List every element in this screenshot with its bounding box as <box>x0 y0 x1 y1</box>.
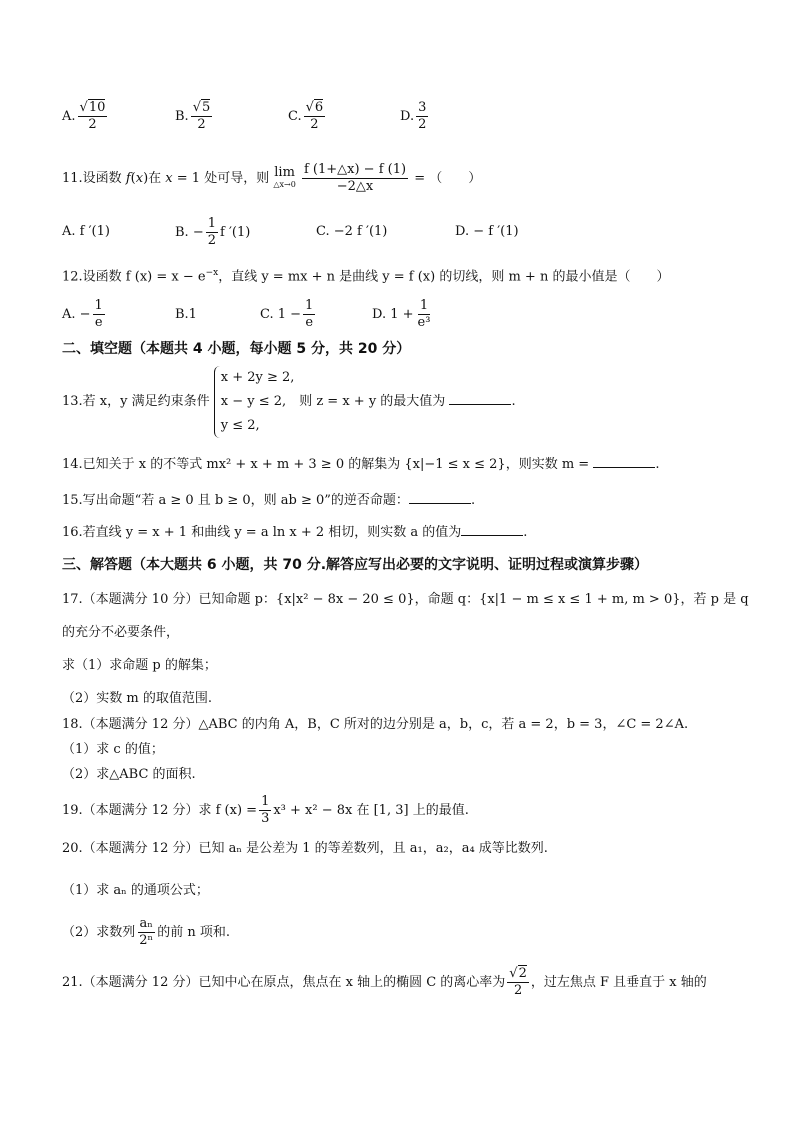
question-13: 13.若 x，y 满足约束条件 x + 2y ≥ 2, x − y ≤ 2, 则 z = x + y 的最大值为 . y ≤ 2, <box>62 366 516 438</box>
question-17-line-2: 的充分不必要条件， <box>62 625 180 640</box>
question-12: 12.设函数 f $(x) = x - e^{-x}$，直线 y = mx + n 是曲线 y = f (x) 的切线，则 m + n 的最小值是（ ） <box>62 268 670 285</box>
question-17-line-1: 17.（本题满分 10 分）已知命题 p：{x|x² − 8x − 20 ≤ 0}，命题 q：{x|1 − m ≤ x ≤ 1 + m, m > 0}，若 p 是 q <box>62 592 749 607</box>
question-18-line-1: 18.（本题满分 12 分）△ABC 的内角 A，B，C 所对的边分别是 a，b，c，若 a = 2，b = 3，∠C = 2∠A. <box>62 717 689 732</box>
q13-answer-blank[interactable] <box>449 392 511 405</box>
question-20-line-1: 20.（本题满分 12 分）已知 aₙ 是公差为 1 的等差数列，且 a₁，a₂，a₄ 成等比数列. <box>62 841 548 856</box>
section-3-heading: 三、解答题（本大题共 6 小题，共 70 分.解答应写出必要的文字说明、证明过程或演算步骤） <box>62 557 649 573</box>
q11-option-d: D. − f ′(1) <box>455 224 519 239</box>
q12-option-a: A. − $\frac{1}{e}$ <box>62 298 103 330</box>
q10-option-c: C. $\frac{√6}{2}$ <box>288 100 324 132</box>
question-16: 16.若直线 y = x + 1 和曲线 y = a ln x + 2 相切，则实数 a 的值为 . <box>62 525 528 540</box>
question-21: 21.（本题满分 12 分）已知中心在原点，焦点在 x 轴上的椭圆 C 的离心率为 $\frac{√2}{2}$ ，过左焦点 F 且垂直于 x 轴的 <box>62 966 707 998</box>
q16-answer-blank[interactable] <box>461 523 523 536</box>
q12-option-d: D. 1 + $\frac{1}{\text{e³}}$ <box>372 298 431 330</box>
question-15: 15.写出命题“若 a ≥ 0 且 b ≥ 0，则 ab ≥ 0”的逆否命题： . <box>62 493 476 508</box>
q14-answer-blank[interactable] <box>593 455 655 468</box>
q12-option-b: B.1 <box>175 307 197 322</box>
q15-answer-blank[interactable] <box>409 491 471 504</box>
question-19: 19.（本题满分 12 分）求 f (x) = $\frac{1}{3}$ x³ + x² − 8x 在 [1, 3] 上的最值. <box>62 794 469 826</box>
question-11: 11.设函数 f(x)在 x = 1 处可导，则 lim △x→0 $\frac{f (1+\triangle x) - f (1)}{-2\triangle x}$ = （ ） <box>62 162 482 194</box>
constraint-system: x + 2y ≥ 2, x − y ≤ 2, 则 z = x + y 的最大值为 . y ≤ 2, <box>214 366 516 438</box>
q11-option-c: C. −2 f ′(1) <box>316 224 388 239</box>
question-20-line-2: （1）求 aₙ 的通项公式； <box>62 883 209 898</box>
question-20-line-3: （2）求数列 $\frac{\text{aₙ}}{\text{2ⁿ}}$ 的前 n 项和. <box>62 916 230 948</box>
q11-option-a: A. f ′(1) <box>62 224 110 239</box>
question-14: 14.已知关于 x 的不等式 mx² + x + m + 3 ≥ 0 的解集为 {x|−1 ≤ x ≤ 2}，则实数 m = . <box>62 457 660 472</box>
q12-option-c: C. 1 − $\frac{1}{e}$ <box>260 298 314 330</box>
question-17-line-4: （2）实数 m 的取值范围. <box>62 691 212 706</box>
q10-option-b: B. $\frac{√5}{2}$ <box>175 100 211 132</box>
q11-option-b: B. − $\frac{1}{2}$ f ′(1) <box>175 216 251 248</box>
section-2-heading: 二、填空题（本题共 4 小题，每小题 5 分，共 20 分） <box>62 341 411 357</box>
q10-option-a: A. $\frac{√10}{2}$ <box>62 100 106 132</box>
q10-option-d: D. $\frac{3}{2}$ <box>400 100 427 132</box>
question-17-line-3: 求（1）求命题 p 的解集； <box>62 658 217 673</box>
question-18-line-3: （2）求△ABC 的面积. <box>62 767 196 782</box>
question-18-line-2: （1）求 c 的值； <box>62 742 164 757</box>
